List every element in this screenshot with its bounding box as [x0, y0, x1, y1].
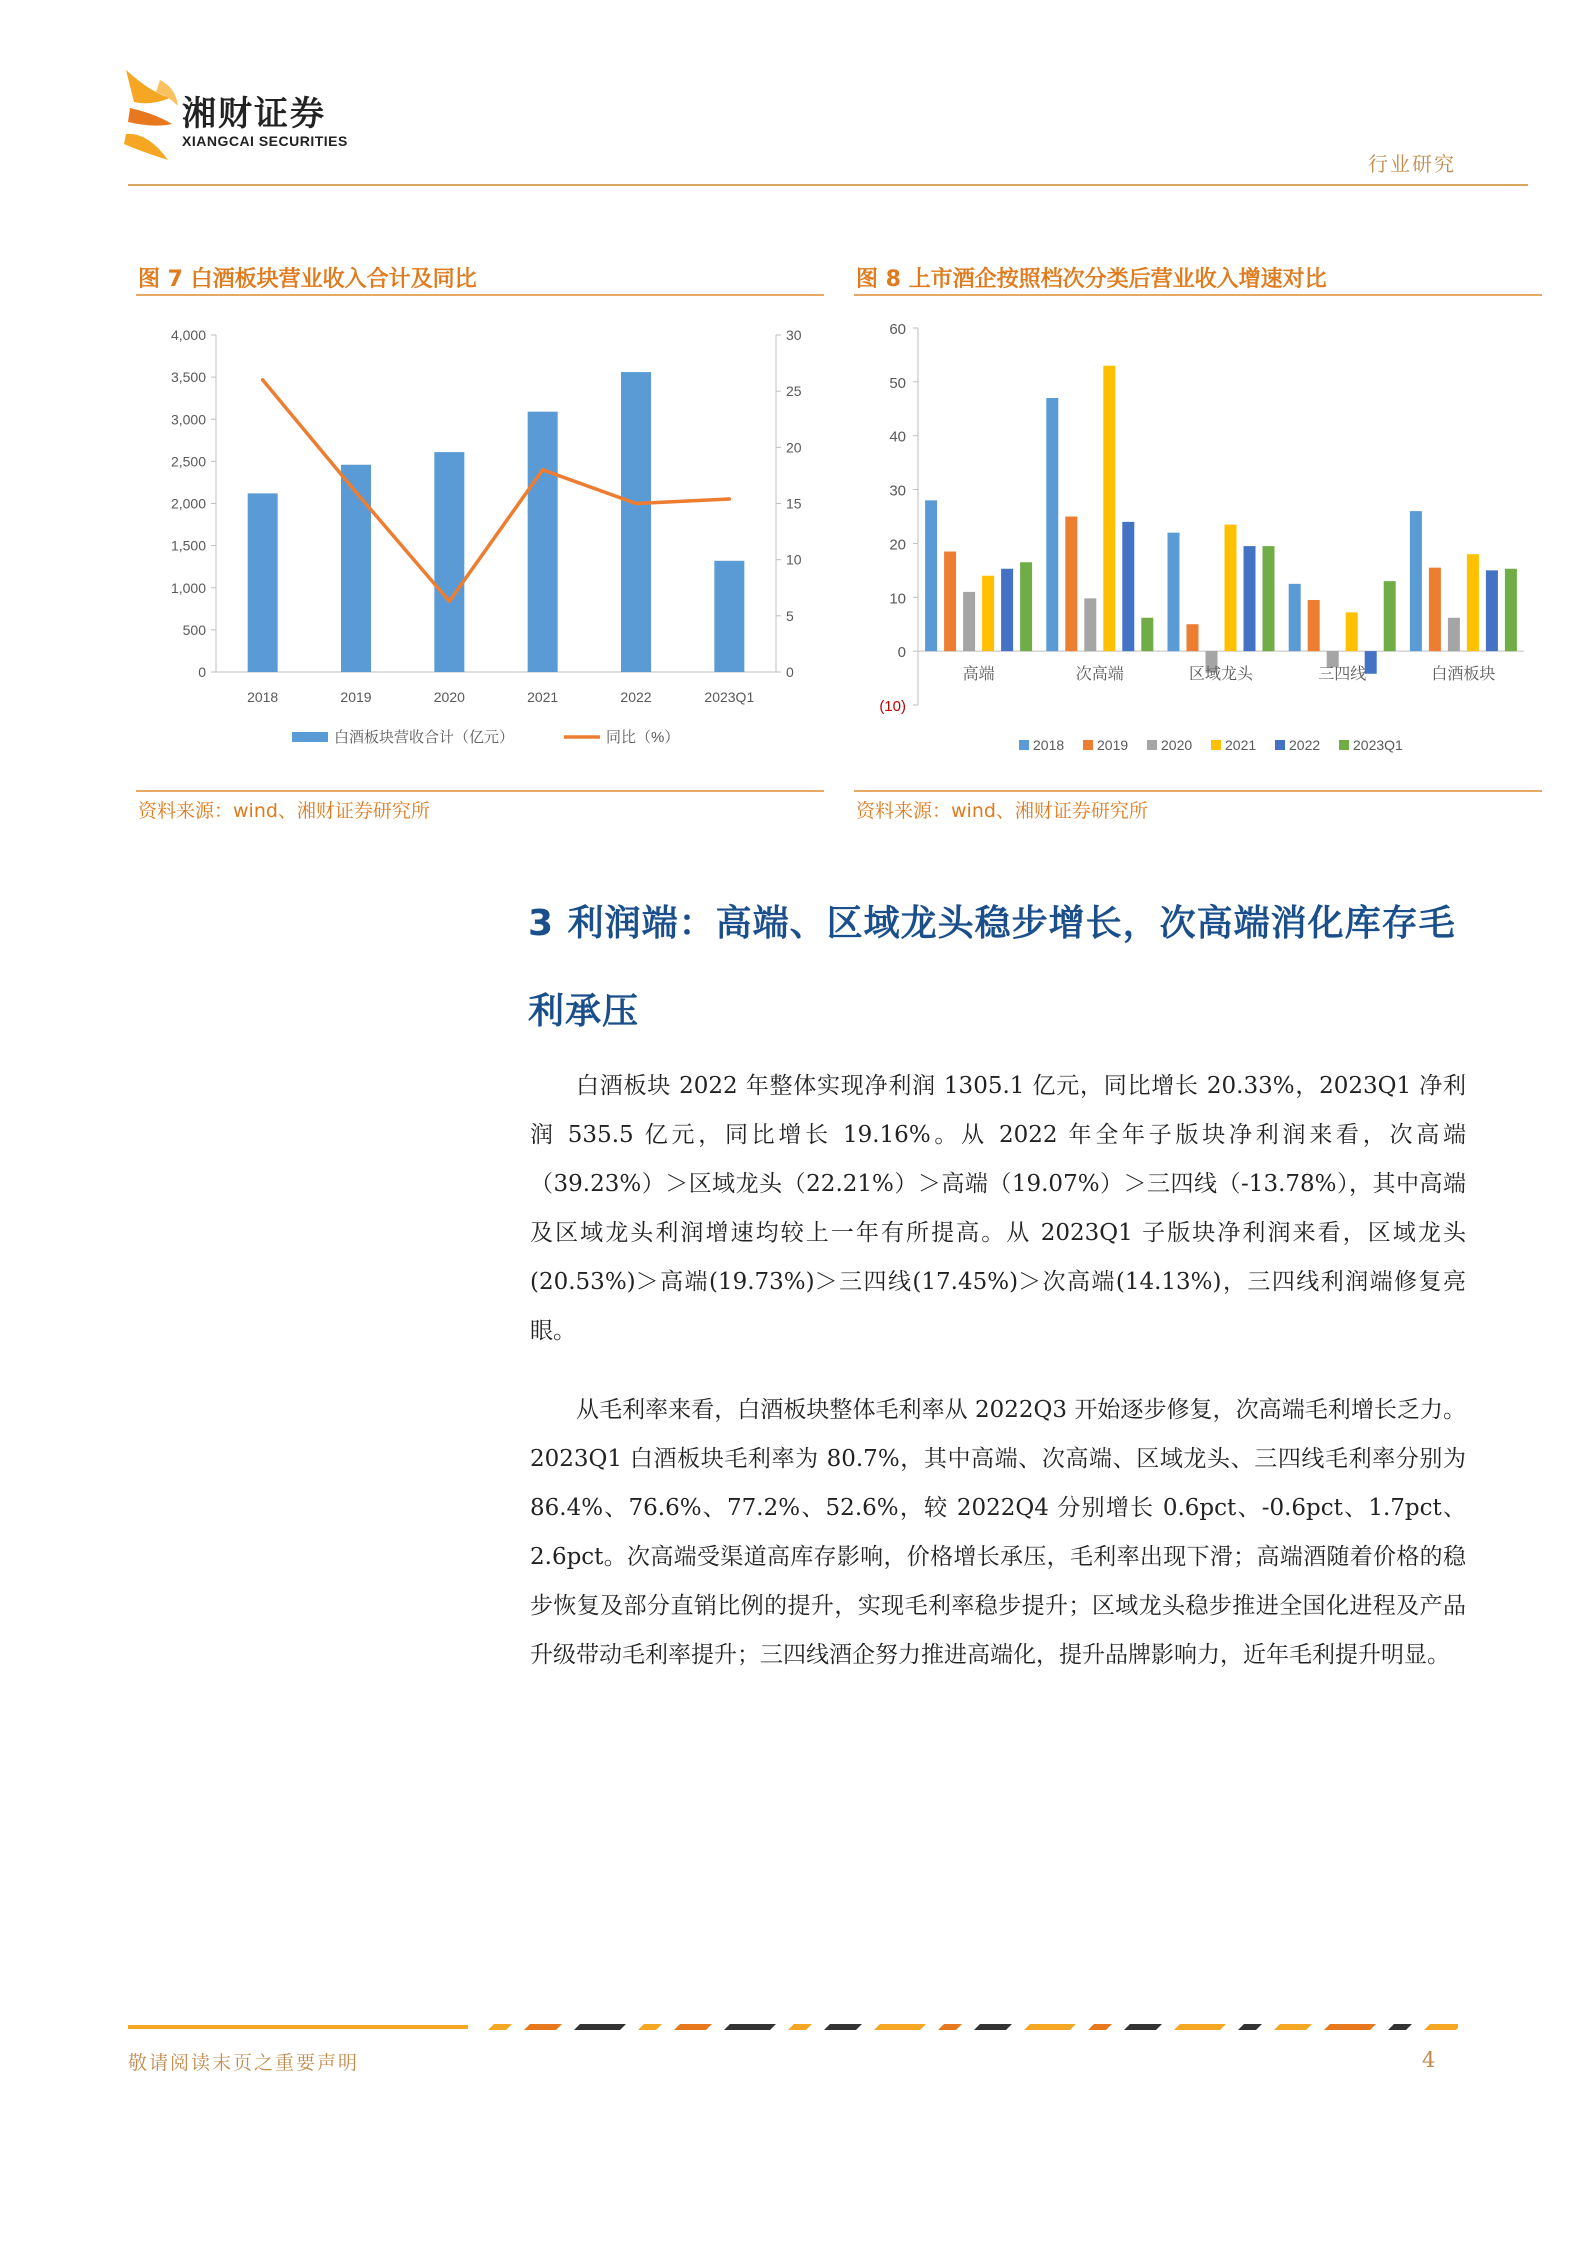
y-tick-label-left: 1,500 [170, 537, 206, 554]
yoy-growth-point [728, 497, 732, 501]
y-tick-label-left: 3,500 [170, 369, 206, 386]
growth-bar-2022 [1486, 570, 1498, 651]
x-tick-label: 2020 [433, 689, 465, 705]
growth-bar-2021 [982, 576, 994, 651]
y-tick-label-right: 20 [786, 439, 802, 456]
legend-label: 2022 [1289, 737, 1321, 753]
figure7-source: 资料来源：wind、湘财证券研究所 [138, 800, 430, 822]
legend-swatch-2021 [1211, 740, 1221, 750]
y-tick-label-right: 5 [786, 607, 794, 624]
legend-swatch-2023Q1 [1339, 740, 1349, 750]
yoy-growth-point [261, 378, 265, 382]
x-tick-label: 白酒板块 [1431, 666, 1496, 684]
footer-bar-segment [788, 2024, 812, 2030]
footer-bar-segment [1274, 2024, 1312, 2030]
legend-swatch-2019 [1083, 740, 1093, 750]
growth-bar-2023Q1 [1141, 618, 1153, 651]
y-tick-label-right: 0 [786, 664, 794, 680]
footer-bar-segment [1174, 2024, 1226, 2030]
growth-bar-2023Q1 [1384, 581, 1396, 651]
legend-swatch-2020 [1147, 740, 1157, 750]
legend-swatch-revenue [292, 732, 328, 742]
figure8-source: 资料来源：wind、湘财证券研究所 [856, 800, 1148, 822]
y-tick-label-left: 1,000 [170, 579, 206, 596]
disclaimer-note: 敬请阅读末页之重要声明 [128, 2052, 360, 2074]
growth-bar-2019 [1065, 517, 1077, 652]
legend-label: 2019 [1097, 737, 1129, 753]
y-tick-label: 0 [897, 644, 906, 662]
growth-bar-2021 [1103, 366, 1115, 651]
x-tick-label: 2021 [527, 689, 559, 705]
growth-bar-2018 [1046, 398, 1058, 651]
growth-bar-2020 [1084, 598, 1096, 651]
growth-bar-2018 [1289, 584, 1301, 651]
growth-bar-2023Q1 [1263, 546, 1275, 651]
footer-bar-lead [128, 2025, 468, 2029]
growth-bar-2019 [1308, 600, 1320, 651]
growth-bar-2023Q1 [1020, 562, 1032, 651]
growth-bar-2022 [1365, 651, 1377, 674]
figure7-top-rule [136, 294, 824, 296]
yoy-growth-point [541, 468, 545, 472]
growth-bar-2019 [944, 552, 956, 652]
logo-mark-icon [120, 62, 180, 172]
footer-bar-segment [1324, 2024, 1376, 2030]
x-tick-label: 2018 [247, 689, 279, 705]
figure8-bottom-rule [854, 790, 1542, 792]
y-tick-label-right: 15 [786, 495, 802, 512]
y-tick-label: 50 [889, 374, 906, 392]
x-tick-label: 2022 [620, 689, 652, 705]
x-tick-label: 高端 [962, 666, 995, 684]
figure8-chart [854, 300, 1544, 780]
y-tick-label-left: 3,000 [170, 411, 206, 428]
y-tick-label: 10 [889, 590, 906, 608]
y-tick-label-left: 500 [182, 621, 206, 638]
revenue-bar [528, 412, 558, 672]
growth-bar-2019 [1187, 624, 1199, 651]
footer-bar-segment [574, 2024, 626, 2030]
y-tick-label: 30 [889, 482, 906, 500]
growth-bar-2021 [1346, 612, 1358, 651]
growth-bar-2020 [1327, 651, 1339, 667]
growth-bar-2020 [963, 592, 975, 651]
footer-bar-segment [1088, 2024, 1112, 2030]
footer-bar-segment [1424, 2024, 1458, 2030]
footer-bar-segment [1124, 2024, 1162, 2030]
growth-bar-2020 [1448, 618, 1460, 651]
growth-bar-2018 [1168, 533, 1180, 651]
y-tick-label-left: 4,000 [170, 327, 206, 343]
y-tick-label-left: 2,000 [170, 495, 206, 512]
legend-swatch-2018 [1019, 740, 1029, 750]
header-divider [128, 184, 1528, 186]
growth-bar-2022 [1244, 546, 1256, 651]
y-tick-label-right: 30 [786, 327, 802, 343]
x-tick-label: 2019 [340, 689, 372, 705]
figure7-bottom-rule [136, 790, 824, 792]
legend-label-yoy: 同比（%） [606, 729, 680, 746]
report-type-tag: 行业研究 [1368, 152, 1456, 176]
y-tick-label: 20 [889, 536, 906, 554]
footer-bar-segment [938, 2024, 962, 2030]
legend-label: 2023Q1 [1353, 737, 1403, 753]
legend-label-revenue: 白酒板块营收合计（亿元） [334, 729, 515, 746]
y-tick-label-right: 25 [786, 383, 802, 400]
footer-bar-segment [488, 2024, 512, 2030]
revenue-bar [341, 465, 371, 672]
yoy-growth-point [448, 599, 452, 603]
paragraph-gross-margin: 从毛利率来看，白酒板块整体毛利率从 2022Q3 开始逐步修复，次高端毛利增长乏力。2023Q1 白酒板块毛利率为 80.7%，其中高端、次高端、区域龙头、三四线毛利率分别为 86.4%、76.6%、77.2%、52.6%，较 2022Q4 分别增长 0.6pct、-0.6pct、1.7pct、2.6pct。次高端受渠道高库存影响，价格增长承压，毛利率出现下滑；高端酒随着价格的稳步恢复及部分直销比例的提升，实现毛利率稳步提升；区域龙头稳步推进全国化进程及产品升级带动毛利率提升；三四线酒企努力推进高端化，提升品牌影响力，近年毛利提升明显。 [530, 1397, 1466, 1668]
footer-bar-segment [1238, 2024, 1262, 2030]
footer-bar-segment [524, 2024, 562, 2030]
paragraph-net-profit: 白酒板块 2022 年整体实现净利润 1305.1 亿元，同比增长 20.33%，2023Q1 净利润 535.5 亿元，同比增长 19.16%。从 2022 年全年子版块净利润来看，次高端（39.23%）＞区域龙头（22.21%）＞高端（19.07%）＞三四线（-13.78%），其中高端及区域龙头利润增速均较上一年有所提高。从 2023Q1 子版块净利润来看，区域龙头(20.53%)＞高端(19.73%)＞三四线(17.45%)＞次高端(14.13%)，三四线利润端修复亮眼。 [530, 1073, 1466, 1344]
yoy-growth-point [634, 502, 638, 506]
figure7-chart [136, 300, 826, 780]
growth-bar-2022 [1122, 522, 1134, 651]
footer-bar-segment [974, 2024, 1012, 2030]
revenue-bar [248, 493, 278, 672]
growth-bar-2022 [1001, 569, 1013, 651]
yoy-growth-line [263, 380, 730, 601]
growth-bar-2021 [1225, 525, 1237, 652]
y-tick-label: (10) [879, 698, 906, 715]
page-number: 4 [1422, 2048, 1436, 2072]
figure7-caption: 图 7 白酒板块营业收入合计及同比 [138, 267, 477, 292]
figure8-caption: 图 8 上市酒企按照档次分类后营业收入增速对比 [856, 267, 1327, 292]
yoy-growth-point [354, 490, 358, 494]
y-tick-label-right: 10 [786, 551, 802, 568]
growth-bar-2019 [1429, 568, 1441, 651]
y-tick-label-left: 0 [198, 664, 206, 680]
footer-bar-segment [1388, 2024, 1412, 2030]
revenue-bar [434, 452, 464, 672]
footer-bar-segment [874, 2024, 926, 2030]
figure8-top-rule [854, 294, 1542, 296]
growth-bar-2018 [925, 500, 937, 651]
section-title: 3 利润端：高端、区域龙头稳步增长，次高端消化库存毛利承压 [528, 903, 1456, 1032]
footer-bar-segment [674, 2024, 712, 2030]
footer-bar-segment [824, 2024, 862, 2030]
legend-label: 2021 [1225, 737, 1257, 753]
y-tick-label: 40 [889, 428, 906, 446]
legend-label: 2020 [1161, 737, 1193, 753]
footer-bar-segment [724, 2024, 776, 2030]
footer-bar-segment [1024, 2024, 1076, 2030]
x-tick-label: 三四线 [1318, 666, 1367, 684]
revenue-bar [621, 372, 651, 672]
revenue-bar [714, 561, 744, 672]
footer-dashed-bar [128, 2023, 1458, 2031]
legend-swatch-2022 [1275, 740, 1285, 750]
company-name-en: XIANGCAI SECURITIES [182, 133, 348, 149]
y-tick-label-left: 2,500 [170, 453, 206, 470]
x-tick-label: 区域龙头 [1188, 666, 1254, 684]
company-name-cn: 湘财证券 [182, 94, 326, 134]
growth-bar-2018 [1410, 511, 1422, 651]
legend-label: 2018 [1033, 737, 1065, 753]
footer-bar-segment [638, 2024, 662, 2030]
x-tick-label: 2023Q1 [704, 689, 755, 705]
growth-bar-2021 [1467, 554, 1479, 651]
y-tick-label: 60 [889, 321, 906, 338]
growth-bar-2023Q1 [1505, 569, 1517, 651]
x-tick-label: 次高端 [1075, 666, 1124, 684]
